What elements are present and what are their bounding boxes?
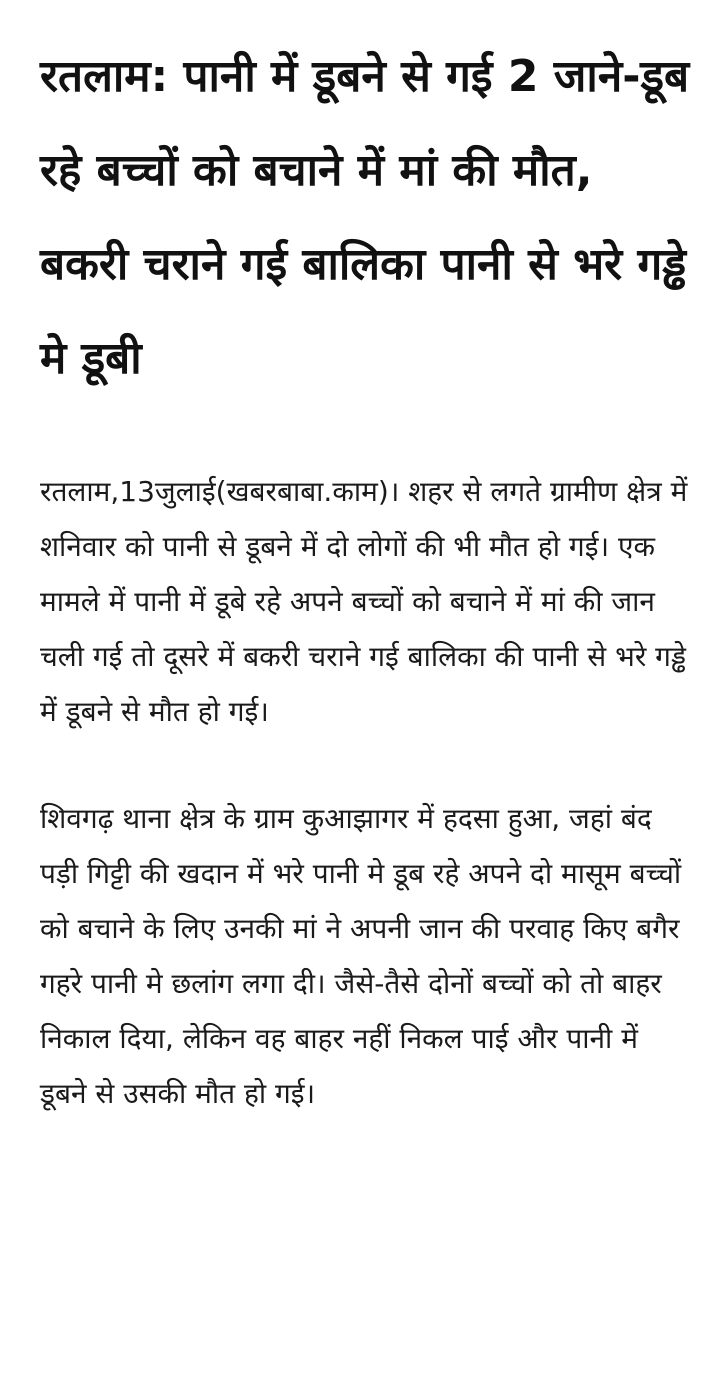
article-headline: रतलाम: पानी में डूबने से गई 2 जाने-डूब रहे बच्चों को बचाने में मां की मौत, बकरी चराने गई बालिका पानी से भरे गड्ढे मे डूबी [40, 51, 690, 384]
article-paragraph-2: शिवगढ़ थाना क्षेत्र के ग्राम कुआझागर में हदसा हुआ, जहां बंद पड़ी गिट्टी की खदान में भरे पानी मे डूब रहे अपने दो मासूम बच्चों को बचाने के लिए उनकी मां ने अपनी जान की परवाह किए बगैर गहरे पानी मे छलांग लगा दी। जैसे-तैसे दोनों बच्चों को तो बाहर निकाल दिया, लेकिन वह बाहर नहीं निकल पाई और पानी में डूबने से उसकी मौत हो गई। [40, 802, 682, 1110]
article-paragraph-1: रतलाम,13जुलाई(खबरबाबा.काम)। शहर से लगते ग्रामीण क्षेत्र में शनिवार को पानी से डूबने में दो लोगों की भी मौत हो गई। एक मामले में पानी में डूबे रहे अपने बच्चों को बचाने में मां की जान चली गई तो दूसरे में बकरी चराने गई बालिका की पानी से भरे गड्ढे में डूबने से मौत हो गई। [40, 475, 688, 728]
